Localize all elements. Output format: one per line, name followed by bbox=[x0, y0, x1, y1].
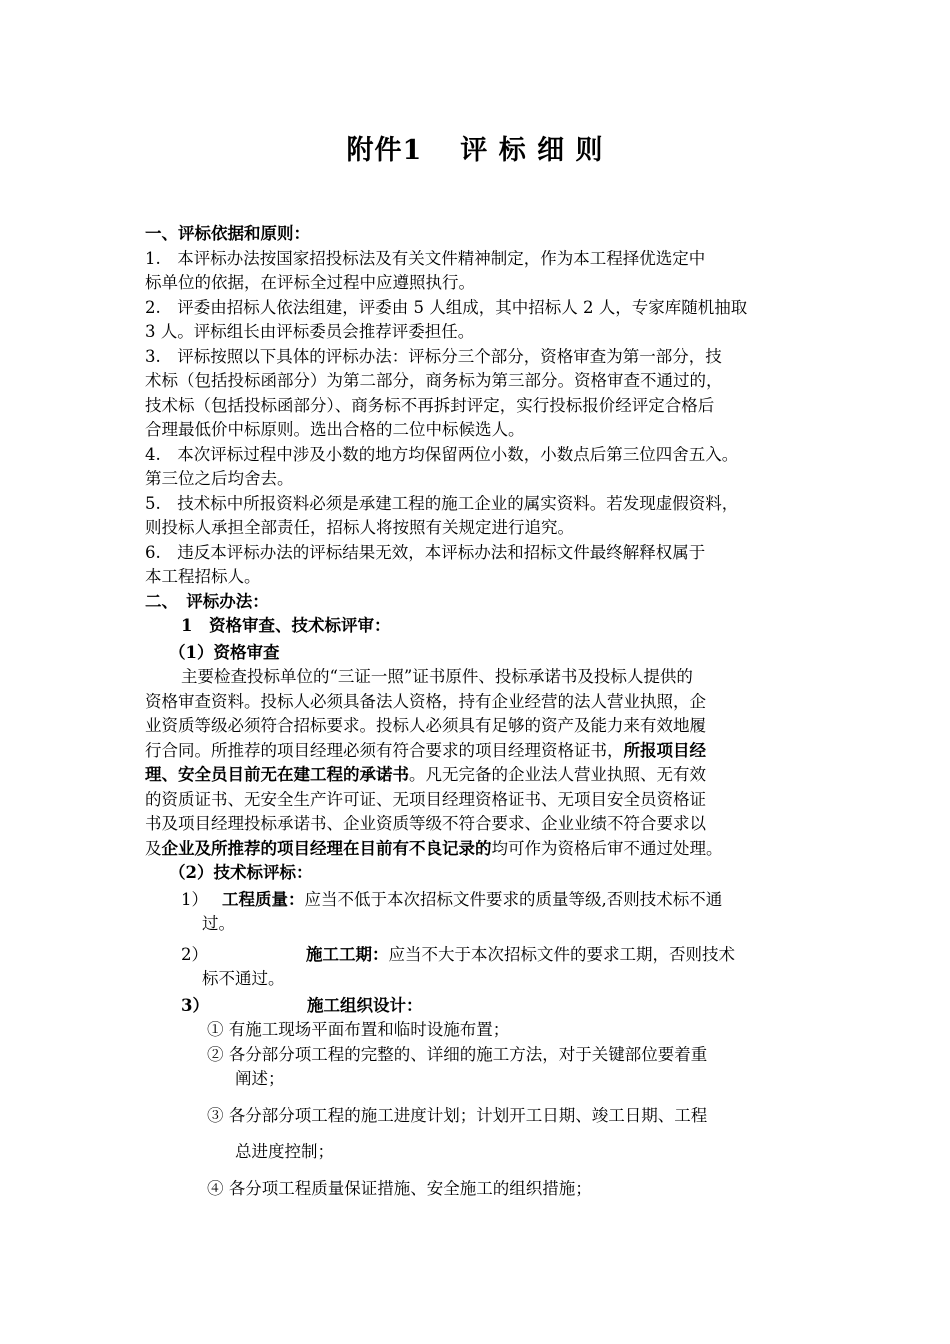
org-item1: ① 有施工现场平面布置和临时设施布置； bbox=[207, 1020, 510, 1039]
item3-line2: 术标（包括投标函部分）为第二部分，商务标为第三部分。资格审查不通过的， bbox=[145, 371, 723, 390]
qual-line8-bold: 企业及所推荐的项目经理在目前有不良记录的 bbox=[161, 838, 492, 858]
title-main: 评 标 细 则 bbox=[460, 135, 604, 166]
item2-line2: 3 人。评标组长由评标委员会推荐评委担任。 bbox=[145, 322, 475, 341]
org-item4: ④ 各分项工程质量保证措施、安全施工的组织措施； bbox=[207, 1178, 592, 1198]
tech-item3-label: 施工组织设计： bbox=[306, 995, 423, 1015]
item1-line2: 标单位的依据，在评标全过程中应遵照执行。 bbox=[145, 273, 475, 292]
section2-heading: 二、 评标办法： bbox=[145, 591, 269, 611]
tech-item1 bbox=[145, 888, 810, 913]
item3-line1: 3. 评标按照以下具体的评标办法：评标分三个部分，资格审查为第一部分，技 bbox=[145, 346, 722, 366]
qual-line4 bbox=[145, 739, 810, 764]
org-item2-cont: 阐述； bbox=[235, 1069, 285, 1088]
item4-line2: 第三位之后均舍去。 bbox=[145, 469, 294, 488]
tech-item1-num: 1） bbox=[181, 889, 208, 909]
qual-line6: 的资质证书、无安全生产许可证、无项目经理资格证书、无项目安全员资格证 bbox=[145, 789, 706, 809]
item2-line1: 2. 评委由招标人依法组建，评委由 5 人组成，其中招标人 2 人，专家库随机抽取 bbox=[145, 297, 748, 317]
page-title bbox=[0, 128, 950, 167]
item5-line1: 5. 技术标中所报资料必须是承建工程的施工企业的属实资料。若发现虚假资料， bbox=[145, 493, 739, 513]
title-prefix: 附件1 bbox=[346, 135, 423, 166]
org-item2: ② 各分部分项工程的完整的、详细的施工方法，对于关键部位要着重 bbox=[207, 1044, 708, 1064]
tech-item3 bbox=[145, 994, 810, 1019]
section1-heading: 一、评标依据和原则： bbox=[145, 224, 310, 243]
tech-item1-text: 应当不低于本次招标文件要求的质量等级,否则技术标不通 bbox=[304, 889, 723, 909]
qual-line5-text: 。凡无完备的企业法人营业执照、无有效 bbox=[409, 765, 706, 784]
qual-line4-bold: 所报项目经 bbox=[623, 740, 706, 760]
tech-item1-label: 工程质量： bbox=[222, 889, 305, 909]
tech-item2-label: 施工工期： bbox=[306, 944, 389, 964]
qual-line1: 主要检查投标单位的“三证一照”证书原件、投标承诺书及投标人提供的 bbox=[181, 667, 693, 686]
item4-line1: 4. 本次评标过程中涉及小数的地方均保留两位小数，小数点后第三位四舍五入。 bbox=[145, 444, 739, 464]
tech-item2-num: 2） bbox=[181, 944, 208, 964]
document-body bbox=[145, 222, 810, 1201]
item6-line1: 6. 违反本评标办法的评标结果无效，本评标办法和招标文件最终解释权属于 bbox=[145, 542, 706, 562]
org-item3-cont: 总进度控制； bbox=[235, 1142, 334, 1161]
item6-line2: 本工程招标人。 bbox=[145, 567, 261, 586]
qual-line2: 资格审查资料。投标人必须具备法人资格，持有企业经营的法人营业执照，企 bbox=[145, 691, 706, 711]
org-item3: ③ 各分部分项工程的施工进度计划；计划开工日期、竣工日期、工程 bbox=[207, 1105, 708, 1125]
qual-line3: 业资质等级必须符合招标要求。投标人必须具有足够的资产及能力来有效地履 bbox=[145, 716, 706, 735]
qual-line5 bbox=[145, 763, 810, 788]
tech-item2 bbox=[145, 943, 810, 968]
qual-line8 bbox=[145, 837, 810, 862]
tech-heading: （2）技术标评标： bbox=[169, 863, 313, 882]
qual-line4-text: 行合同。所推荐的项目经理必须有符合要求的项目经理资格证书， bbox=[145, 740, 624, 760]
tech-item2-cont: 标不通过。 bbox=[202, 969, 285, 988]
item5-line2: 则投标人承担全部责任，招标人将按照有关规定进行追究。 bbox=[145, 518, 574, 537]
qual-line8-c: 均可作为资格后审不通过处理。 bbox=[491, 838, 723, 858]
tech-item3-num: 3） bbox=[181, 995, 209, 1015]
item3-line3: 技术标（包括投标函部分）、商务标不再拆封评定，实行投标报价经评定合格后 bbox=[145, 395, 715, 415]
tech-item1-cont: 过。 bbox=[202, 914, 235, 933]
item3-line4: 合理最低价中标原则。选出合格的二位中标候选人。 bbox=[145, 420, 525, 439]
qual-line8-a: 及 bbox=[145, 838, 162, 858]
qual-line7: 书及项目经理投标承诺书、企业资质等级不符合要求、企业业绩不符合要求以 bbox=[145, 814, 706, 833]
section2-sub1: 1 资格审查、技术标评审： bbox=[181, 616, 391, 635]
qualification-heading: （1）资格审查 bbox=[169, 642, 280, 662]
qual-line5-bold: 理、安全员目前无在建工程的承诺书 bbox=[145, 765, 409, 784]
item1-line1: 1. 本评标办法按国家招投标法及有关文件精神制定，作为本工程择优选定中 bbox=[145, 248, 706, 268]
tech-item2-text: 应当不大于本次招标文件的要求工期，否则技术 bbox=[388, 944, 735, 964]
